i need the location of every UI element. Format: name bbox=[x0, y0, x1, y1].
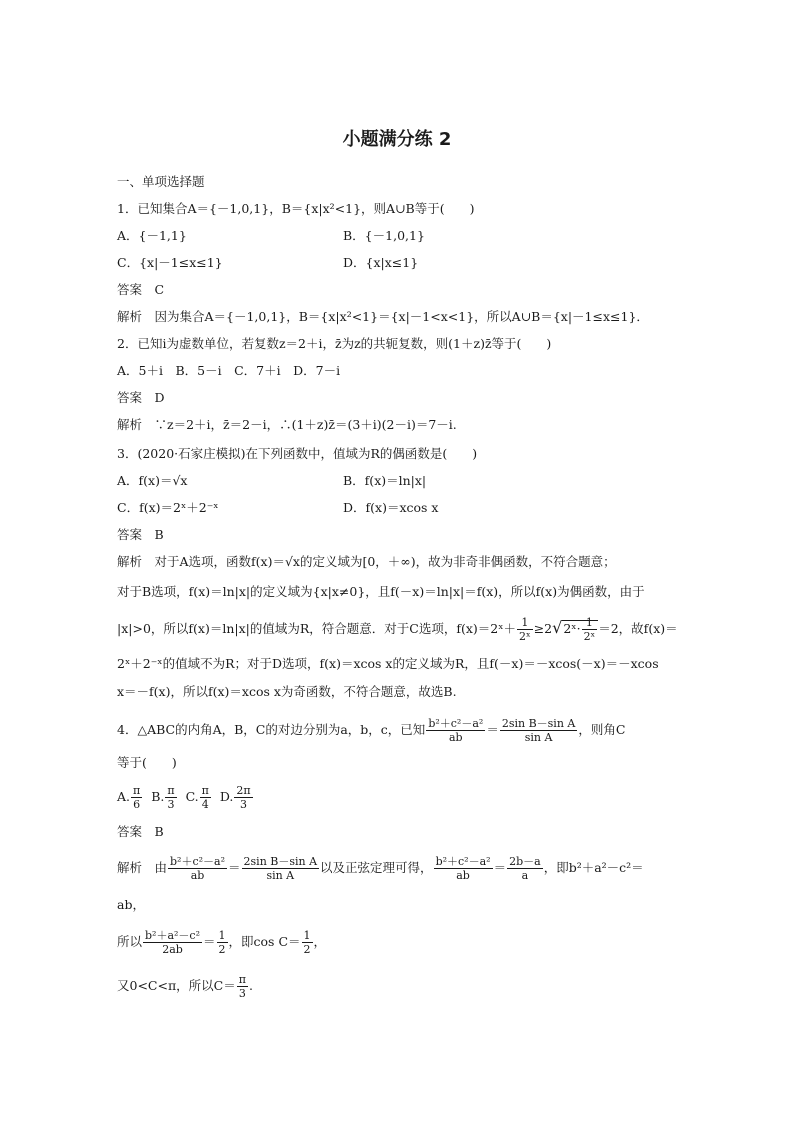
q2-answer: 答案 D bbox=[117, 390, 165, 405]
q4-final-frac bbox=[237, 973, 248, 1000]
q4-stem bbox=[117, 717, 625, 744]
q4-an-f2-den: sin A bbox=[266, 869, 295, 882]
q4-so-end: ， bbox=[313, 934, 327, 949]
q4-opt-a-frac bbox=[131, 784, 142, 811]
q4-opt-d-frac bbox=[234, 784, 252, 811]
q4-stem-text-b: ，则角C bbox=[578, 722, 626, 737]
q4-stem-cont: 等于( ) bbox=[117, 755, 177, 770]
q4-final-end: . bbox=[248, 978, 253, 993]
q1-option-d: D．{x|x≤1} bbox=[343, 255, 419, 270]
q4-an-f4-den: a bbox=[521, 869, 529, 882]
q4-opt-c-num: π bbox=[201, 784, 209, 797]
q3-sqrt-frac-num: 1 bbox=[582, 616, 598, 630]
q3-answer: 答案 B bbox=[117, 527, 164, 542]
q4-so-frac bbox=[143, 929, 202, 956]
q4-an-f1-num: b²＋c²－a² bbox=[170, 855, 226, 868]
q3-sqrt-frac-den: 2ˣ bbox=[583, 630, 596, 643]
q3-option-d: D．f(x)＝xcos x bbox=[343, 500, 439, 515]
q4-an-pre: 解析 由 bbox=[117, 860, 168, 875]
q4-opt-d-num: 2π bbox=[236, 784, 251, 797]
q4-opt-d-den: 3 bbox=[240, 798, 248, 811]
q4-opt-d-label: D. bbox=[219, 789, 234, 804]
q4-opt-c-den: 4 bbox=[201, 798, 209, 811]
q4-frac2-den: sin A bbox=[524, 731, 553, 744]
q4-stem-text-a: 4．△ABC的内角A，B，C的对边分别为a，b，c，已知 bbox=[117, 722, 426, 737]
q4-stem-fraction-2 bbox=[500, 717, 578, 744]
q1-option-b: B．{－1,0,1} bbox=[343, 228, 425, 243]
q4-final-den: 3 bbox=[238, 987, 246, 1000]
q3-fraction-den: 2ˣ bbox=[519, 630, 531, 643]
q4-opt-a-num: π bbox=[133, 784, 141, 797]
q4-answer: 答案 B bbox=[117, 824, 164, 839]
q3-option-a: A．f(x)＝√x bbox=[117, 473, 188, 488]
q4-an-f3-num: b²＋c²－a² bbox=[435, 855, 491, 868]
q4-opt-a-den: 6 bbox=[133, 798, 141, 811]
q4-stem-fraction-1 bbox=[426, 717, 485, 744]
sqrt-icon: √ bbox=[552, 618, 563, 637]
q4-so-eq: ＝ bbox=[203, 934, 216, 949]
q3-analysis-3-text-b: ≥2 bbox=[533, 621, 553, 636]
q4-so-f-den: 2ab bbox=[162, 943, 183, 956]
q2-options: A．5＋i B．5－i C．7＋i D．7－i bbox=[117, 363, 341, 378]
q2-stem: 2．已知i为虚数单位，若复数z＝2＋i，z̄为z的共轭复数，则(1＋z)z̄等于( ) bbox=[117, 336, 552, 351]
q3-sqrt-body bbox=[562, 616, 598, 643]
q4-an-post: ，即b²＋a²－c²＝ bbox=[543, 860, 644, 875]
q4-an-f1-den: ab bbox=[190, 869, 205, 882]
q3-analysis-3 bbox=[117, 616, 678, 643]
q1-stem: 1．已知集合A＝{－1,0,1}，B＝{x|x²<1}，则A∪B等于( ) bbox=[117, 201, 475, 216]
q4-opt-b-den: 3 bbox=[167, 798, 175, 811]
q3-analysis-4: 2ˣ＋2⁻ˣ的值域不为R；对于D选项，f(x)＝xcos x的定义域为R，且f(－x)＝－xcos(－x)＝－xcos bbox=[117, 656, 659, 671]
q2-analysis: 解析 ∵z＝2＋i，z̄＝2－i，∴(1＋z)z̄＝(3＋i)(2－i)＝7－i. bbox=[117, 417, 457, 432]
q4-analysis-4 bbox=[117, 973, 253, 1000]
q4-an-f2-num: 2sin B－sin A bbox=[243, 855, 318, 868]
q4-half-2-num: 1 bbox=[303, 929, 311, 942]
q4-final-pre: 又0<C<π，所以C＝ bbox=[117, 978, 236, 993]
q3-analysis-2: 对于B选项，f(x)＝ln|x|的定义域为{x|x≠0}，且f(－x)＝ln|x|＝f(x)，所以f(x)为偶函数，由于 bbox=[117, 584, 645, 599]
page-title: 小题满分练 2 bbox=[342, 129, 452, 150]
q4-options bbox=[117, 784, 254, 811]
q4-opt-c-label: C. bbox=[185, 789, 199, 804]
q4-an-f3-den: ab bbox=[456, 869, 470, 882]
q4-so-pre: 所以 bbox=[117, 934, 143, 949]
q4-half-1-den: 2 bbox=[218, 943, 226, 956]
q3-fraction bbox=[517, 616, 533, 643]
q3-sqrt-text: 2ˣ· bbox=[563, 621, 581, 636]
q4-frac2-num: 2sin B－sin A bbox=[501, 717, 576, 730]
q4-frac1-num: b²＋c²－a² bbox=[428, 717, 484, 730]
q4-half-1-num: 1 bbox=[218, 929, 226, 942]
q4-so-f-num: b²＋a²－c² bbox=[145, 929, 201, 942]
q4-so-mid: ，即cos C＝ bbox=[228, 934, 301, 949]
q4-opt-b-num: π bbox=[167, 784, 175, 797]
q4-analysis-1 bbox=[117, 855, 644, 882]
q3-option-c: C．f(x)＝2ˣ＋2⁻ˣ bbox=[117, 500, 219, 515]
q3-analysis-3-text-a: |x|>0，所以f(x)＝ln|x|的值域为R，符合题意．对于C选项，f(x)＝2ˣ＋ bbox=[117, 621, 517, 636]
q3-analysis-5: x＝－f(x)，所以f(x)＝xcos x为奇函数，不符合题意，故选B. bbox=[117, 684, 457, 699]
q4-half-2 bbox=[302, 929, 313, 956]
q4-an-f4-num: 2b－a bbox=[509, 855, 541, 868]
q3-option-b: B．f(x)＝ln|x| bbox=[343, 473, 427, 488]
q4-analysis-3 bbox=[117, 929, 326, 956]
q3-stem: 3．(2020·石家庄模拟)在下列函数中，值域为R的偶函数是( ) bbox=[117, 446, 478, 461]
q4-an-frac-2 bbox=[242, 855, 320, 882]
q4-opt-b-label: B. bbox=[151, 789, 165, 804]
q4-analysis-2: ab， bbox=[117, 897, 145, 912]
q4-opt-a-label: A. bbox=[117, 789, 131, 804]
q4-opt-c-frac bbox=[200, 784, 211, 811]
section-heading: 一、单项选择题 bbox=[117, 174, 205, 189]
q4-an-frac-3 bbox=[434, 855, 493, 882]
q4-stem-eq: ＝ bbox=[486, 722, 499, 737]
q3-analysis-3-text-c: ＝2，故f(x)＝ bbox=[598, 621, 678, 636]
q4-half-1 bbox=[217, 929, 228, 956]
q4-opt-b-frac bbox=[165, 784, 176, 811]
q4-an-frac-1 bbox=[168, 855, 227, 882]
q3-fraction-num: 1 bbox=[517, 616, 533, 630]
q4-an-eq-1: ＝ bbox=[228, 860, 241, 875]
q1-option-a: A．{－1,1} bbox=[117, 228, 187, 243]
q3-analysis-1: 解析 对于A选项，函数f(x)＝√x的定义域为[0，＋∞)，故为非奇非偶函数，不符合题意； bbox=[117, 554, 616, 569]
q4-half-2-den: 2 bbox=[303, 943, 311, 956]
q1-option-c: C．{x|－1≤x≤1} bbox=[117, 255, 223, 270]
q4-an-frac-4 bbox=[507, 855, 543, 882]
q4-an-mid: 以及正弦定理可得， bbox=[320, 860, 433, 875]
q4-frac1-den: ab bbox=[449, 731, 463, 744]
q4-an-eq-2: ＝ bbox=[493, 860, 507, 875]
q1-analysis: 解析 因为集合A＝{－1,0,1}，B＝{x|x²<1}＝{x|－1<x<1}，所以A∪B＝{x|－1≤x≤1}． bbox=[117, 309, 649, 324]
q3-sqrt-fraction bbox=[582, 616, 598, 643]
q4-final-num: π bbox=[238, 973, 246, 986]
q1-answer: 答案 C bbox=[117, 282, 165, 297]
